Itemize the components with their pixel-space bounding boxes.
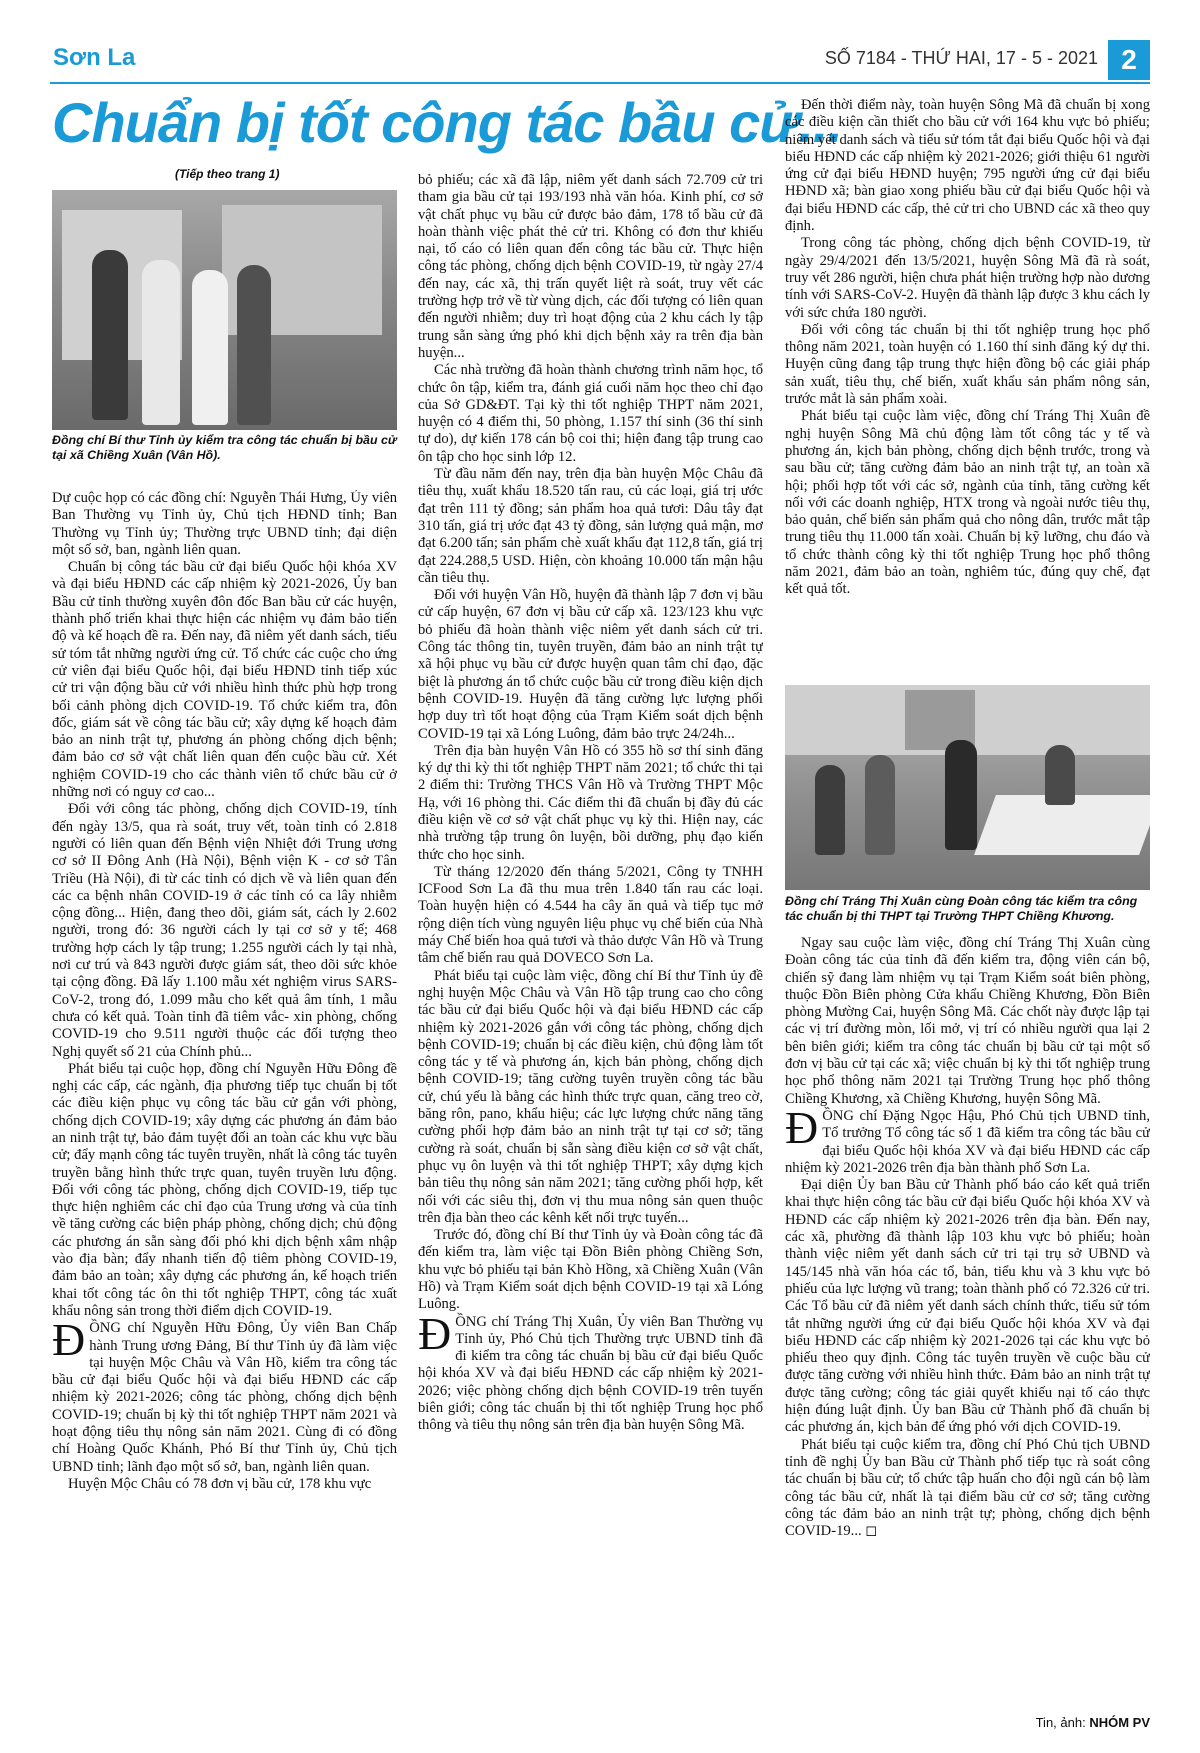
photo2-caption: Đồng chí Tráng Thị Xuân cùng Đoàn công tác kiểm tra công tác chuẩn bị thi THPT tại Trường THPT Chiềng Khương. <box>785 894 1138 923</box>
dropcap-letter: Đ <box>785 1101 819 1153</box>
paragraph: Ngay sau cuộc làm việc, đồng chí Tráng Thị Xuân cùng Đoàn công tác của tỉnh đã đến kiểm tra, động viên cán bộ, chiến sỹ đang làm nhiệm vụ tại Trạm Kiểm soát biên phòng, thuộc Đồn Biên phòng Cửa khẩu Chiềng Khương, Đồn Biên phòng Mường Cai, huyện Sông Mã. Các chốt này được lập tại các vị trí đường mòn, lối mở, vị trí có nhiều người qua lại 2 bên biên giới; kiểm tra công tác chuẩn bị bầu cử tại một số đơn vị bầu cử tại các xã; việc chuẩn bị kỳ thi tốt nghiệp trung học phổ thông năm 2021 tại Trường Trung học phổ thông Chiềng Khương, xã Chiềng Khương, huyện Sông Mã. <box>785 935 1150 1107</box>
paragraph: Đến thời điểm này, toàn huyện Sông Mã đã chuẩn bị xong các điều kiện cần thiết cho bầu cử với 164 khu vực bỏ phiếu; niêm yết danh sách và tiểu sử tóm tắt đại biểu Quốc hội và đại biểu HĐND các cấp nhiệm kỳ 2021-2026; giới thiệu 61 người ứng cử đại biểu HĐND huyện; 795 người ứng cử đại biểu HĐND xã; bàn giao xong phiếu bầu cử đại biểu Quốc hội và đại biểu HĐND các cấp, thẻ cử tri cho UBND các xã theo quy định. <box>785 97 1150 235</box>
paragraph: Các nhà trường đã hoàn thành chương trình năm học, tổ chức ôn tập, kiểm tra, đánh giá cuối năm học theo chỉ đạo của Sở GD&ĐT. Tại kỳ thi tốt nghiệp THPT năm 2021, huyện có 4 điểm thi, 50 phòng, 1.157 thí sinh (36 thí sinh tự do), dự kiến 178 cán bộ coi thi; hiện đang tập trung cao ôn tập cho học sinh lớp 12. <box>418 362 763 465</box>
credit-author: NHÓM PV <box>1089 1715 1150 1730</box>
column-3-bottom <box>785 935 1150 1705</box>
paragraph: Phát biểu tại cuộc làm việc, đồng chí Tráng Thị Xuân đề nghị huyện Sông Mã chủ động làm tốt công tác y tế và phương án, kịch bản phòng, chống dịch bệnh trước, trong và sau bầu cử; tăng cường đảm bảo an ninh trật tự, an toàn xã hội; phối hợp tốt với các sở, ngành của tỉnh, tăng cường kết nối với các doanh nghiệp, HTX trong và ngoài nước tiêu thụ, bảo quản, chế biến sản phẩm quả cho nông dân, trước mắt tập trung tiêu thụ 11.000 tấn xoài. Chuẩn bị kỹ lưỡng, chu đáo và tổ chức thành công kỳ thi tốt nghiệp Trung học phổ thông năm 2021, đảm bảo an toàn, nghiêm túc, đúng quy chế, đạt kết quả tốt. <box>785 408 1150 598</box>
paragraph: Phát biểu tại cuộc kiểm tra, đồng chí Phó Chủ tịch UBND tỉnh đề nghị Ủy ban Bầu cử Thành phố tiếp tục rà soát công tác chuẩn bị bầu cử; tổ chức tập huấn cho đội ngũ cán bộ làm công tác bầu cử, nhất là tại điểm bầu cử cơ sở; tăng cường công tác đảm bảo an ninh trật tự; phòng, chống dịch bệnh COVID-19... ◻ <box>785 1436 1150 1540</box>
paragraph: Dự cuộc họp có các đồng chí: Nguyễn Thái Hưng, Ủy viên Ban Thường vụ Tỉnh ủy, Chủ tịch HĐND tỉnh; Ban Thường vụ Tỉnh ủy; Thường trực UBND tỉnh; đại diện một số sở, ban, ngành liên quan. <box>52 490 397 558</box>
page-header <box>50 40 1150 80</box>
dropcap-letter: Đ <box>52 1314 86 1366</box>
photo-inspection-chieng-xuan <box>52 190 397 430</box>
paragraph: Phát biểu tại cuộc làm việc, đồng chí Bí thư Tỉnh ủy đề nghị huyện Mộc Châu và Vân Hồ tập trung cao cho công tác bầu cử đại biểu Quốc hội và đại biểu HĐND các cấp nhiệm kỳ 2021-2026 gắn với công tác phòng, chống dịch bệnh COVID-19; chuẩn bị các điều kiện, chủ động làm tốt công tác y tế và phương án, kịch bản phòng, chống dịch bệnh COVID-19; tăng cường tuyên truyền công tác bầu cử, chú yếu là bằng các hình thức trực quan, căng treo cờ, băng rôn, pano, khẩu hiệu; các lực lượng chức năng tăng cường phối hợp đảm bảo an ninh trật tự tại cơ sở; tăng cường rà soát, chuẩn bị sẵn sàng điều kiện cơ sở vật chất, phục vụ ôn luyện và thi tốt nghiệp THPT; xây dựng kịch bản tiêu thụ nông sản năm 2021; tăng cường phối hợp, kết nối với các siêu thị, đơn vị thu mua nông sản quen thuộc trên địa bàn theo các kênh kết nối trực tuyến... <box>418 967 763 1226</box>
page-number: 2 <box>1108 40 1150 80</box>
column-1 <box>52 490 397 1710</box>
column-3-top <box>785 97 1150 682</box>
continued-note: (Tiếp theo trang 1) <box>175 167 280 181</box>
article-credit <box>1036 1715 1150 1730</box>
header-rule <box>50 82 1150 84</box>
issue-info: SỐ 7184 - THỨ HAI, 17 - 5 - 2021 <box>824 48 1098 68</box>
paragraph: Chuẩn bị công tác bầu cử đại biểu Quốc hội khóa XV và đại biểu HĐND các cấp nhiệm kỳ 2021-2026, Ủy ban Bầu cử tỉnh thường xuyên đôn đốc Ban bầu cử các huyện, thành phố triển khai thực hiện các nhiệm vụ đảm bảo tiến độ và kế hoạch đề ra. Đến nay, đã niêm yết danh sách, tiểu sử tóm tắt những người ứng cử. Tổ chức các cuộc cho ứng cử viên đại biểu Quốc hội, đại biểu HĐND tỉnh tiếp xúc cử tri vận động bầu cử với nhiều hình thức phù hợp trong bối cảnh phòng dịch COVID-19. Tổ chức kiểm tra, đôn đốc, giám sát về công tác bầu cử; xây dựng kế hoạch đảm bảo an ninh trật tự, phương án phòng chống dịch bệnh; đảm bảo cơ sở vật chất liên quan đến cuộc bầu cử. Xét nghiệm COVID-19 cho các thành viên tổ chức bầu cử ở những nơi có nguy cơ cao... <box>52 559 397 801</box>
dropcap-paragraph: ĐỒNG chí Nguyễn Hữu Đông, Ủy viên Ban Chấp hành Trung ương Đảng, Bí thư Tỉnh ủy đã làm việc tại huyện Mộc Châu và Vân Hồ, kiểm tra công tác bầu cử đại biểu Quốc hội và đại biểu HĐND các cấp nhiệm kỳ 2021-2026; công tác phòng, chống dịch bệnh COVID-19; chuẩn bị kỳ thi tốt nghiệp THPT năm 2021 và hoạt động tiêu thụ nông sản năm 2021. Cùng đi có đồng chí Hoàng Quốc Khánh, Phó Bí thư Tỉnh ủy, Chủ tịch UBND tỉnh; lãnh đạo một số sở, ban, ngành liên quan. <box>52 1314 397 1475</box>
paragraph: Huyện Mộc Châu có 78 đơn vị bầu cử, 178 khu vực <box>68 1475 372 1492</box>
dropcap-paragraph: ĐỒNG chí Đặng Ngọc Hậu, Phó Chủ tịch UBND tỉnh, Tổ trưởng Tổ công tác số 1 đã kiểm tra công tác bầu cử đại biểu Quốc hội khóa XV và đại biểu HĐND các cấp nhiệm kỳ 2021-2026 trên địa bàn thành phố Sơn La. <box>785 1101 1150 1176</box>
paragraph: Trên địa bàn huyện Vân Hồ có 355 hồ sơ thí sinh đăng ký dự thi kỳ thi tốt nghiệp THPT năm 2021; tổ chức thi tại 2 điểm thi: Trường THCS Vân Hồ và Trường THPT Mộc Hạ, với 16 phòng thi. Các điểm thi đã chuẩn bị đầy đủ các điều kiện về cơ sở vật chất phục vụ kỳ thi. Hiện nay, các nhà trường tập trung ôn luyện, bồi dưỡng, phụ đạo kiến thức cho học sinh. <box>418 742 763 863</box>
paragraph: Trong công tác phòng, chống dịch bệnh COVID-19, từ ngày 29/4/2021 đến 13/5/2021, huyện Sông Mã đã rà soát, truy vết 286 người, hiện chưa phát hiện trường hợp nào dương tính với SARS-CoV-2. Huyện đã thành lập được 3 khu cách ly với sức chứa 180 người. <box>785 235 1150 321</box>
dropcap-paragraph: ĐỒNG chí Tráng Thị Xuân, Ủy viên Ban Thường vụ Tỉnh ủy, Phó Chủ tịch Thường trực UBND tỉnh đã đi kiểm tra công tác chuẩn bị bầu cử đại biểu Quốc hội khóa XV và đại biểu HĐND các cấp nhiệm kỳ 2021-2026; việc phòng chống dịch bệnh COVID-19 trên tuyến biên giới; công tác chuẩn bị thi tốt nghiệp Trung học phổ thông và tiêu thụ nông sản trên địa bàn huyện Sông Mã. <box>418 1307 763 1434</box>
paragraph: bỏ phiếu; các xã đã lập, niêm yết danh sách 72.709 cử tri tham gia bầu cử tại 193/193 nhà văn hóa. Kinh phí, cơ sở vật chất phục vụ bầu cử được bảo đảm, 178 tổ bầu cử đã hoàn thành việc phát thẻ cử tri. Không có đơn thư khiếu nại, tố cáo có liên quan đến công tác bầu cử. Thực hiện công tác phòng, chống dịch bệnh COVID-19, từ ngày 27/4 đến nay, các xã, thị trấn quyết liệt rà soát, truy vết các trường hợp trở về từ vùng dịch, các đối tượng có liên quan đến người nhiễm; duy trì hoạt động của 2 khu cách ly tập trung sẵn sàng ứng phó khi dịch bệnh xảy ra trên địa bàn huyện... <box>418 172 763 361</box>
paragraph: Từ tháng 12/2020 đến tháng 5/2021, Công ty TNHH ICFood Sơn La đã thu mua trên 1.840 tấn rau các loại. Toàn huyện hiện có 4.544 ha cây ăn quả và tiếp tục mở rộng diện tích vùng nguyên liệu phục vụ chế biến của Nhà máy Chế biến hoa quả tươi và thảo dược Vân Hồ và Trung tâm chế biến rau quả DOVECO Sơn La. <box>418 863 763 967</box>
paragraph: Đại diện Ủy ban Bầu cử Thành phố báo cáo kết quả triển khai thực hiện công tác bầu cử đại biểu Quốc hội khóa XV và HĐND các cấp nhiệm kỳ 2021-2026 trên địa bàn. Đến nay, các xã, phường đã thành lập 103 khu vực bỏ phiếu; hoàn thành việc niêm yết danh sách cử tri tại trụ sở UBND và 145/145 nhà văn hóa các tổ, bản, tiểu khu và 3 khu vực bỏ phiếu của lực lượng vũ trang; toàn thành phố có 72.326 cử tri. Các Tổ bầu cử đã niêm yết danh sách chính thức, tiểu sử tóm tắt những người ứng cử đại biểu Quốc hội khóa XV và đại biểu HĐND các cấp nhiệm kỳ 2021-2026 tại các khu vực bỏ phiếu theo quy định. Công tác tuyên truyền về cuộc bầu cử được tăng cường với nhiều hình thức. Đảm bảo an ninh trật tự được tăng cường; công tác giải quyết khiếu nại tố cáo thực hiện đúng luật định. Ủy ban Bầu cử Thành phố đã chuẩn bị các phương án, kịch bản để ứng phó với dịch COVID-19. <box>785 1177 1150 1436</box>
section-name: Sơn La <box>53 44 136 71</box>
dropcap-letter: Đ <box>418 1307 452 1359</box>
photo1-caption: Đồng chí Bí thư Tỉnh ủy kiểm tra công tác chuẩn bị bầu cử tại xã Chiềng Xuân (Vân Hồ). <box>52 433 397 462</box>
paragraph: Đối với công tác chuẩn bị thi tốt nghiệp trung học phổ thông năm 2021, toàn huyện có 1.160 thí sinh đăng ký dự thi. Huyện cũng đang tập trung thực hiện đồng bộ các giải pháp sản xuất, tiêu thụ, chế biến, xuất khẩu sản phẩm nông sản, trước mắt là sản phẩm xoài. <box>785 321 1150 408</box>
paragraph: Đối với huyện Vân Hồ, huyện đã thành lập 7 đơn vị bầu cử cấp huyện, 67 đơn vị bầu cử cấp xã. 123/123 khu vực bỏ phiếu đã hoàn thành việc niêm yết danh sách cử tri. Công tác thông tin, tuyên truyền, đảm bảo an ninh trật tự xã hội phục vụ bầu cử được huyện quan tâm chỉ đạo, đặc biệt là phương án tổ chức cuộc bầu cử trong điều kiện dịch bệnh COVID-19. Huyện đã tăng cường lực lượng phối hợp duy trì tốt hoạt động của Trạm Kiểm soát dịch bệnh COVID-19 tại xã Lóng Luông, đảm bảo trực 24/24h... <box>418 587 763 742</box>
paragraph: Từ đầu năm đến nay, trên địa bàn huyện Mộc Châu đã tiêu thụ, xuất khẩu 18.520 tấn rau, củ các loại, giá trị ước đạt trên 111 tỷ đồng; sản phẩm hoa quả tươi: Dâu tây đạt 310 tấn, giá trị ước đạt 43 tỷ đồng, sản lượng quả mận, mơ đạt 6.200 tấn; sản phẩm chè xuất khẩu đạt 112,8 tấn, giá trị đạt 224.288,5 USD. Hiện, còn khoảng 10.000 tấn mận hậu cần tiêu thụ. <box>418 466 763 586</box>
paragraph: Phát biểu tại cuộc họp, đồng chí Nguyễn Hữu Đông đề nghị các cấp, các ngành, địa phương tiếp tục chuẩn bị tốt các điều kiện phục vụ công tác bầu cử gắn với phòng, chống dịch COVID-19; xây dựng các phương án đảm bảo an ninh trật tự, bảo đảm tuyệt đối an toàn các khu vực bầu cử; đẩy mạnh công tác tuyên truyền, nhất là công tác tuyên truyền bằng hình thức trực quan, tuyên truyền lưu động. Đối với công tác phòng, chống dịch COVID-19, tiếp tục thực hiện nghiêm các chỉ đạo của Trung ương và của tỉnh về tăng cường các biện pháp phòng, chống dịch; chủ động các phương án sẵn sàng đối phó khi dịch bệnh xâm nhập vào địa bàn; đẩy nhanh tiến độ tiêm phòng COVID-19, đảm bảo an toàn; xây dựng các phương án, kế hoạch triển khai tốt công tác ôn thi tốt nghiệp THPT, công tác xuất khẩu nông sản trong thời điểm dịch COVID-19. <box>52 1060 397 1319</box>
credit-label: Tin, ảnh: <box>1035 1715 1086 1730</box>
paragraph: Trước đó, đồng chí Bí thư Tỉnh ủy và Đoàn công tác đã đến kiểm tra, làm việc tại Đồn Biên phòng Chiềng Sơn, khu vực bỏ phiếu tại bản Khò Hồng, xã Chiềng Xuân (Vân Hồ) và Trạm Kiểm soát dịch bệnh COVID-19 tại xã Lóng Luông. <box>418 1227 763 1313</box>
photo-chieng-khuong-school <box>785 685 1150 890</box>
headline: Chuẩn bị tốt công tác bầu cử... <box>52 91 842 154</box>
column-2 <box>418 172 763 1712</box>
paragraph: Đối với công tác phòng, chống dịch COVID-19, tính đến ngày 13/5, qua rà soát, truy vết, toàn tỉnh có 2.818 người có liên quan đến Bệnh viện Nhiệt đới Trung ương cơ sở II Đông Anh (Hà Nội), Bệnh viện K - cơ sở Tân Triều (Hà Nội), đi từ các tỉnh có dịch về và liên quan đến các ca bệnh nhân COVID-19 ở các tỉnh có ca lây nhiễm cộng đồng... Hiện, đang theo dõi, giám sát, cách ly 2.602 người, trong đó: 36 người cách ly tại cơ sở y tế; 468 trường hợp cách ly tập trung; 1.255 người cách ly tại nhà, nơi cư trú và 843 người được giám sát, theo dõi sức khỏe tại cộng đồng. Đã lấy 1.100 mẫu xét nghiệm virus SARS-CoV-2, trong đó, 1.099 mẫu cho kết quả âm tính, 1 mẫu chưa có kết quả. Toàn tỉnh đã tiêm vắc- xin phòng, chống COVID-19 cho 9.511 người thuộc các đối tượng theo Nghị quyết số 21 của Chính phủ... <box>52 801 397 1060</box>
